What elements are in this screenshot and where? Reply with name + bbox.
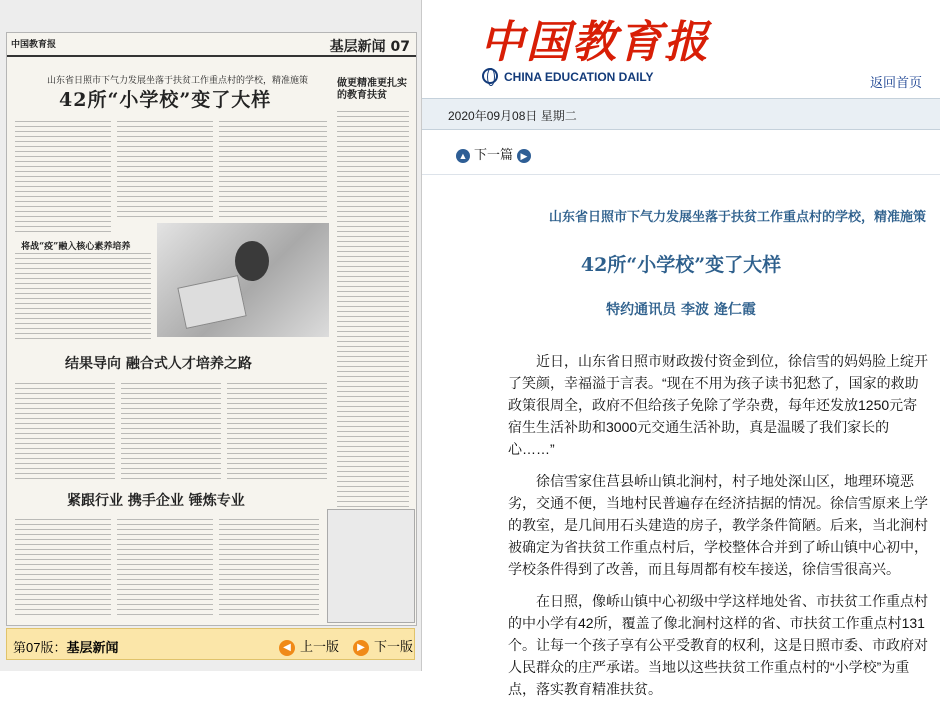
globe-icon: [482, 68, 498, 84]
article-body: [508, 350, 928, 710]
paper-headline-2: 结果导向 融合式人才培养之路: [65, 356, 252, 372]
student-book-figure: [177, 275, 246, 329]
paper-headline-3: 紧跟行业 携手企业 锤炼专业: [67, 493, 245, 509]
paper-text-column: [15, 253, 151, 343]
paper-photo: [157, 223, 329, 337]
newspaper-page-image[interactable]: [6, 32, 417, 626]
student-photo-figure: [235, 241, 269, 281]
article-nav: [422, 138, 940, 168]
paper-kicker: 山东省日照市下气力发展坐落于扶贫工作重点村的学校，精准施策: [47, 76, 309, 86]
page-label: 第07版：基层新闻: [13, 640, 119, 655]
paper-text-column: [117, 121, 213, 217]
article-pane: [422, 0, 940, 697]
prev-page-button[interactable]: ◀ 上一版: [279, 636, 339, 656]
site-logo-english: CHINA EDUCATION DAILY: [504, 70, 654, 84]
article-paragraph: 近日，山东省日照市财政拨付资金到位，徐信雪的妈妈脸上绽开了笑颜，幸福溢于言表。“现在不用为孩子读书犯愁了，国家的救助政策很周全，政府不但给孩子免除了学杂费，每年还发放1250元寄宿生生活补助和3000元交通生活补助，真是温暖了我们家长的心……”: [508, 353, 928, 457]
paper-text-column: [219, 121, 327, 217]
article-byline: 特约通讯员 李波 逄仁霞: [606, 302, 756, 318]
arrow-left-icon: ◀: [279, 640, 295, 656]
paper-text-column: [117, 519, 213, 619]
paper-text-column: [337, 111, 409, 511]
date-bar: [422, 98, 940, 130]
paper-masthead: [7, 33, 416, 57]
paper-logo: 中国教育报: [11, 40, 57, 50]
page-image-pane: [0, 0, 422, 671]
issue-date: 2020年09月08日 星期二: [448, 109, 577, 123]
next-article-link[interactable]: ▲ 下一篇 ▶: [452, 144, 535, 163]
paper-text-column: [227, 383, 327, 483]
article-subtitle: 山东省日照市下气力发展坐落于扶贫工作重点村的学校，精准施策: [548, 210, 926, 225]
paper-section: 基层新闻 07: [329, 39, 410, 55]
paper-sub-headline: 将战“疫”融入核心素养培养: [21, 242, 131, 252]
next-page-button[interactable]: ▶ 下一版: [353, 636, 413, 656]
site-header: [422, 0, 940, 96]
article-paragraph: 在日照，像峤山镇中心初级中学这样地处省、市扶贫工作重点村的中小学有42所，覆盖了像北涧村这样的省、市扶贫工作重点村131个。让每一个孩子享有公平受教育的权利，这是日照市委、市政府对人民群众的庄严承诺。当地以这些扶贫工作重点村的“小学校”为重点，落实教育精准扶贫。: [508, 593, 928, 697]
home-link[interactable]: 返回首页: [870, 75, 923, 90]
arrow-right-icon: ▶: [353, 640, 369, 656]
paper-ad: [327, 509, 415, 623]
paper-text-column: [15, 383, 115, 483]
paper-headline: 42所“小学校”变了大样: [59, 89, 272, 111]
article-title: 42所“小学校”变了大样: [580, 254, 782, 276]
paper-side-headline: 做更精准更扎实的教育扶贫: [337, 78, 407, 101]
paper-text-column: [219, 519, 319, 619]
paper-text-column: [121, 383, 221, 483]
arrow-up-icon: ▲: [456, 149, 470, 163]
site-logo[interactable]: 中国教育报: [480, 17, 710, 68]
paper-text-column: [15, 519, 111, 619]
page-nav-bar: [6, 628, 415, 660]
article-paragraph: 徐信雪家住莒县峤山镇北涧村，村子地处深山区，地理环境恶劣，交通不便，当地村民普遍存在经济拮据的情况。徐信雪原来上学的教室，是几间用石头建造的房子，教学条件简陋。后来，当北涧村被确定为省扶贫工作重点村后，学校整体合并到了峤山镇中心初中，学校条件得到了改善，而且每周都有校车接送，徐信雪很高兴。: [508, 473, 928, 577]
divider: [422, 174, 940, 175]
paper-text-column: [15, 121, 111, 233]
arrow-right-icon: ▶: [517, 149, 531, 163]
